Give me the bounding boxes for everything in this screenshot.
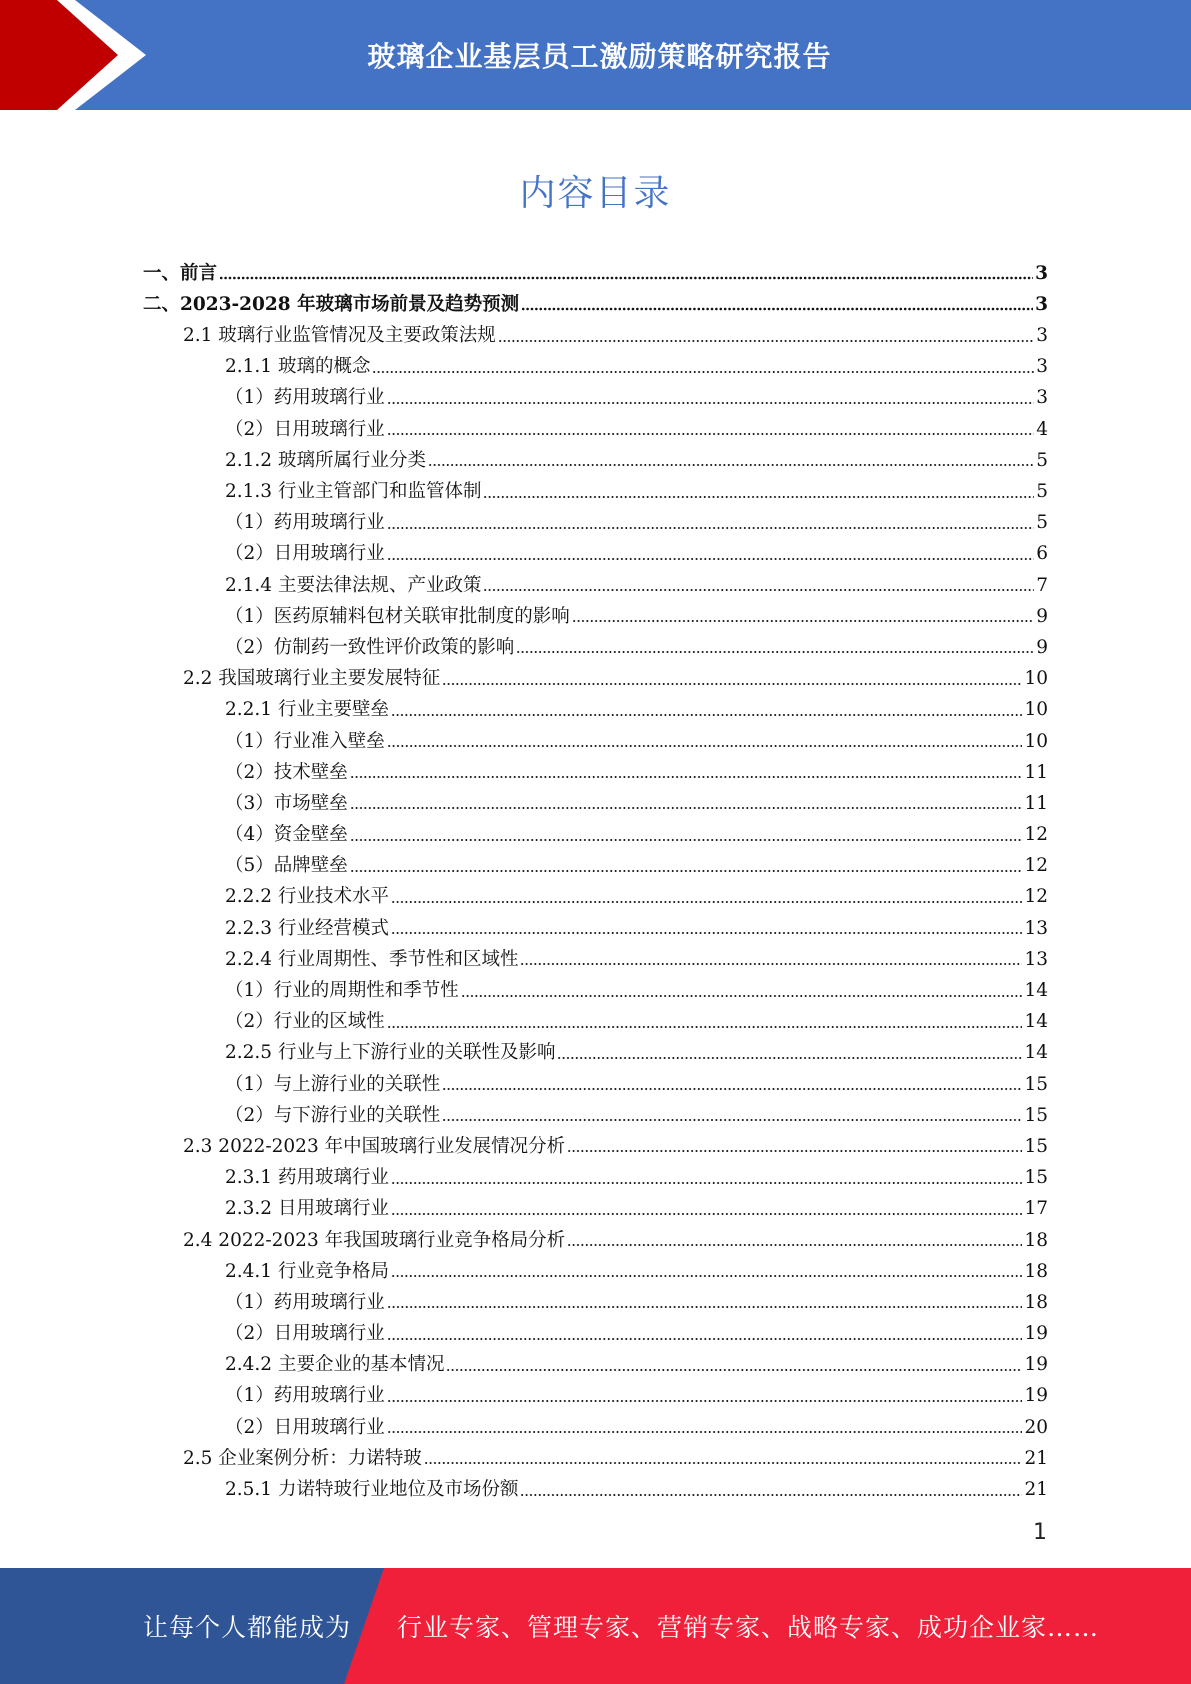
toc-entry-page: 19 xyxy=(1024,1354,1048,1376)
toc-entry-page: 20 xyxy=(1024,1416,1048,1438)
toc-entry-label: 2.1.4 主要法律法规、产业政策 xyxy=(225,574,482,596)
toc-dot-leader xyxy=(483,587,1034,593)
toc-entry-label: （3）市场壁垒 xyxy=(225,792,348,814)
toc-entry[interactable] xyxy=(143,1470,1048,1501)
toc-entry-page: 21 xyxy=(1024,1479,1048,1500)
toc-entry-label: 2.5.1 力诺特玻行业地位及市场份额 xyxy=(225,1479,519,1500)
toc-dot-leader xyxy=(219,275,1033,281)
toc-entry[interactable] xyxy=(143,348,1048,379)
toc-entry[interactable] xyxy=(143,566,1048,597)
toc-entry[interactable] xyxy=(143,1252,1048,1283)
toc-entry-label: （1）行业准入壁垒 xyxy=(225,730,385,752)
toc-entry-page: 3 xyxy=(1035,262,1048,284)
toc-entry[interactable] xyxy=(143,1283,1048,1314)
toc-entry-page: 19 xyxy=(1024,1323,1048,1345)
toc-entry[interactable] xyxy=(143,535,1048,566)
toc-entry[interactable] xyxy=(143,597,1048,628)
footer-slogan-left: 让每个人都能成为 xyxy=(143,1613,352,1642)
toc-entry[interactable] xyxy=(143,504,1048,535)
toc-entry-page: 10 xyxy=(1024,668,1048,690)
toc-entry[interactable] xyxy=(143,1034,1048,1065)
toc-entry-label: （1）药用玻璃行业 xyxy=(225,1291,385,1313)
toc-entry[interactable] xyxy=(143,379,1048,410)
toc-entry-page: 13 xyxy=(1024,948,1048,970)
toc-entry-label: （1）药用玻璃行业 xyxy=(225,512,385,534)
toc-entry[interactable] xyxy=(143,659,1048,690)
toc-entry-page: 12 xyxy=(1024,824,1048,846)
toc-dot-leader xyxy=(567,1242,1022,1248)
toc-dot-leader xyxy=(572,618,1034,624)
toc-entry-label: 2.3.2 日用玻璃行业 xyxy=(225,1198,389,1220)
toc-entry-page: 13 xyxy=(1024,917,1048,939)
toc-entry-page: 10 xyxy=(1024,730,1048,752)
toc-entry[interactable] xyxy=(143,254,1048,285)
toc-entry-label: （2）与下游行业的关联性 xyxy=(225,1104,441,1126)
toc-dot-leader xyxy=(387,1304,1023,1310)
toc-entry[interactable] xyxy=(143,472,1048,503)
toc-entry-label: 2.4.1 行业竞争格局 xyxy=(225,1260,389,1282)
toc-entry-page: 5 xyxy=(1036,512,1048,534)
toc-dot-leader xyxy=(391,1273,1022,1279)
toc-entry[interactable] xyxy=(143,1439,1048,1470)
toc-entry-label: 2.5 企业案例分析：力诺特玻 xyxy=(183,1447,422,1469)
toc-entry-page: 14 xyxy=(1024,1011,1048,1033)
toc-entry-label: 2.2.3 行业经营模式 xyxy=(225,917,389,939)
toc-dot-leader xyxy=(387,556,1034,562)
toc-entry[interactable] xyxy=(143,847,1048,878)
toc-entry-page: 5 xyxy=(1036,481,1048,502)
toc-dot-leader xyxy=(557,1055,1022,1061)
toc-dot-leader xyxy=(442,1086,1022,1092)
toc-dot-leader xyxy=(387,1336,1023,1342)
toc-entry[interactable] xyxy=(143,1065,1048,1096)
toc-entry[interactable] xyxy=(143,285,1048,316)
toc-entry[interactable] xyxy=(143,410,1048,441)
toc-dot-leader xyxy=(387,1398,1023,1404)
toc-entry-label: （1）与上游行业的关联性 xyxy=(225,1073,441,1095)
toc-entry[interactable] xyxy=(143,316,1048,347)
toc-entry-page: 11 xyxy=(1024,761,1048,783)
toc-heading: 内容目录 xyxy=(519,173,672,214)
toc-entry-label: （1）医药原辅料包材关联审批制度的影响 xyxy=(225,605,570,627)
toc-dot-leader xyxy=(387,1024,1023,1030)
toc-dot-leader xyxy=(446,1367,1022,1373)
toc-entry-label: （2）行业的区域性 xyxy=(225,1011,385,1033)
toc-dot-leader xyxy=(391,1211,1022,1217)
toc-dot-leader xyxy=(391,930,1022,936)
toc-entry[interactable] xyxy=(143,971,1048,1002)
toc-dot-leader xyxy=(350,805,1023,811)
toc-entry-label: 2.1 玻璃行业监管情况及主要政策法规 xyxy=(183,325,496,347)
toc-entry-label: 一、前言 xyxy=(143,262,218,284)
toc-entry-page: 14 xyxy=(1024,980,1048,1001)
toc-entry-page: 14 xyxy=(1024,1042,1048,1064)
toc-entry-page: 17 xyxy=(1024,1198,1048,1220)
toc-entry[interactable] xyxy=(143,909,1048,940)
toc-entry-label: （2）日用玻璃行业 xyxy=(225,1416,385,1438)
toc-entry[interactable] xyxy=(143,1346,1048,1377)
toc-dot-leader xyxy=(424,1460,1023,1466)
toc-dot-leader xyxy=(461,993,1023,999)
toc-entry-label: 2.3.1 药用玻璃行业 xyxy=(225,1167,389,1189)
toc-entry[interactable] xyxy=(143,753,1048,784)
toc-entry-page: 7 xyxy=(1036,574,1048,596)
toc-entry-label: （2）日用玻璃行业 xyxy=(225,1323,385,1345)
table-of-contents xyxy=(143,254,1048,1502)
toc-dot-leader xyxy=(442,681,1022,687)
toc-entry-label: 2.3 2022-2023 年中国玻璃行业发展情况分析 xyxy=(183,1135,566,1157)
toc-entry-page: 18 xyxy=(1024,1229,1048,1251)
toc-entry[interactable] xyxy=(143,1003,1048,1034)
footer-slogan-right: 行业专家、管理专家、营销专家、战略专家、成功企业家…… xyxy=(397,1613,1100,1642)
toc-entry[interactable] xyxy=(143,878,1048,909)
report-title: 玻璃企业基层员工激励策略研究报告 xyxy=(367,40,832,73)
toc-entry-page: 15 xyxy=(1024,1073,1048,1095)
toc-dot-leader xyxy=(428,462,1034,468)
toc-entry-label: 2.1.1 玻璃的概念 xyxy=(225,356,371,378)
toc-entry-page: 21 xyxy=(1024,1447,1048,1469)
toc-entry-page: 3 xyxy=(1036,356,1048,378)
toc-entry[interactable] xyxy=(143,784,1048,815)
toc-entry-label: （1）药用玻璃行业 xyxy=(225,387,385,409)
toc-entry-page: 12 xyxy=(1024,886,1048,908)
toc-entry-label: 2.4 2022-2023 年我国玻璃行业竞争格局分析 xyxy=(183,1229,566,1251)
toc-entry-label: 2.2.5 行业与上下游行业的关联性及影响 xyxy=(225,1042,556,1064)
header-banner xyxy=(0,0,1191,110)
toc-entry-page: 18 xyxy=(1024,1291,1048,1313)
toc-entry[interactable] xyxy=(143,1158,1048,1189)
toc-entry[interactable] xyxy=(143,1408,1048,1439)
toc-entry-page: 15 xyxy=(1024,1135,1048,1157)
toc-entry-label: 2.2.1 行业主要壁垒 xyxy=(225,699,389,721)
toc-entry[interactable] xyxy=(143,722,1048,753)
toc-entry-label: 2.1.3 行业主管部门和监管体制 xyxy=(225,481,482,502)
toc-entry-label: （5）品牌壁垒 xyxy=(225,855,348,877)
toc-dot-leader xyxy=(387,743,1023,749)
toc-entry-label: 2.2.2 行业技术水平 xyxy=(225,886,389,908)
toc-entry[interactable] xyxy=(143,628,1048,659)
toc-dot-leader xyxy=(350,868,1023,874)
toc-entry[interactable] xyxy=(143,1377,1048,1408)
toc-dot-leader xyxy=(567,1148,1022,1154)
page-number: 1 xyxy=(1033,1520,1047,1545)
toc-entry-page: 19 xyxy=(1024,1385,1048,1407)
toc-dot-leader xyxy=(391,712,1022,718)
toc-entry[interactable] xyxy=(143,441,1048,472)
toc-entry-page: 4 xyxy=(1036,418,1048,440)
toc-entry[interactable] xyxy=(143,1314,1048,1345)
toc-entry-label: （1）药用玻璃行业 xyxy=(225,1385,385,1407)
toc-entry[interactable] xyxy=(143,1221,1048,1252)
footer-banner xyxy=(0,1568,1191,1684)
toc-entry[interactable] xyxy=(143,940,1048,971)
toc-dot-leader xyxy=(350,774,1023,780)
toc-entry-page: 6 xyxy=(1036,543,1048,565)
toc-dot-leader xyxy=(442,1117,1022,1123)
toc-dot-leader xyxy=(350,837,1023,843)
toc-entry-page: 3 xyxy=(1036,325,1048,347)
toc-entry-page: 3 xyxy=(1035,293,1048,315)
toc-entry-page: 12 xyxy=(1024,855,1048,877)
toc-dot-leader xyxy=(520,961,1022,967)
toc-dot-leader xyxy=(391,899,1022,905)
toc-entry-label: （2）技术壁垒 xyxy=(225,761,348,783)
toc-dot-leader xyxy=(498,338,1034,344)
toc-dot-leader xyxy=(387,400,1034,406)
toc-entry[interactable] xyxy=(143,1127,1048,1158)
toc-dot-leader xyxy=(387,431,1034,437)
toc-entry[interactable] xyxy=(143,691,1048,722)
toc-entry-page: 15 xyxy=(1024,1167,1048,1189)
toc-dot-leader xyxy=(391,1180,1022,1186)
toc-entry-label: （4）资金壁垒 xyxy=(225,824,348,846)
toc-entry-label: 2.2 我国玻璃行业主要发展特征 xyxy=(183,668,441,690)
toc-entry-label: （2）仿制药一致性评价政策的影响 xyxy=(225,636,515,658)
toc-entry-page: 9 xyxy=(1036,636,1048,658)
toc-dot-leader xyxy=(521,306,1033,312)
toc-entry-page: 10 xyxy=(1024,699,1048,721)
toc-dot-leader xyxy=(516,649,1034,655)
toc-entry-label: （2）日用玻璃行业 xyxy=(225,543,385,565)
toc-entry[interactable] xyxy=(143,1190,1048,1221)
toc-dot-leader xyxy=(483,494,1034,500)
toc-entry-label: （1）行业的周期性和季节性 xyxy=(225,980,459,1001)
toc-dot-leader xyxy=(372,369,1034,375)
toc-entry-page: 18 xyxy=(1024,1260,1048,1282)
toc-entry[interactable] xyxy=(143,815,1048,846)
toc-dot-leader xyxy=(387,525,1034,531)
toc-entry-label: 二、2023-2028 年玻璃市场前景及趋势预测 xyxy=(143,293,520,315)
toc-entry-page: 9 xyxy=(1036,605,1048,627)
toc-entry-page: 5 xyxy=(1036,449,1048,471)
toc-dot-leader xyxy=(387,1429,1023,1435)
toc-entry-label: 2.1.2 玻璃所属行业分类 xyxy=(225,449,426,471)
toc-entry-page: 15 xyxy=(1024,1104,1048,1126)
toc-entry-label: （2）日用玻璃行业 xyxy=(225,418,385,440)
toc-entry-page: 3 xyxy=(1036,387,1048,409)
toc-entry-label: 2.4.2 主要企业的基本情况 xyxy=(225,1354,445,1376)
toc-dot-leader xyxy=(520,1492,1022,1498)
toc-entry-page: 11 xyxy=(1024,792,1048,814)
toc-entry[interactable] xyxy=(143,1096,1048,1127)
toc-entry-label: 2.2.4 行业周期性、季节性和区域性 xyxy=(225,948,519,970)
